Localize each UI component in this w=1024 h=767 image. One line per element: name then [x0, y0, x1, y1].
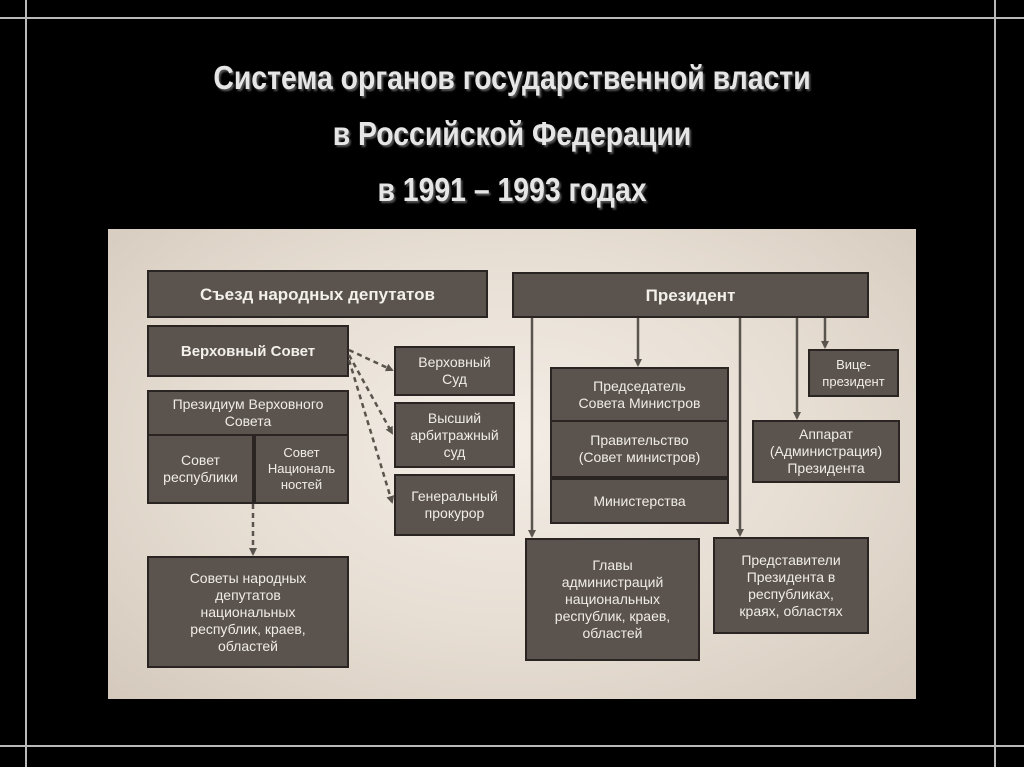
pm-box: Председатель Совета Министров — [550, 367, 729, 422]
representatives-box: Представители Президента в республиках, краях, областях — [713, 537, 869, 634]
government-box: Правительство (Совет министров) — [550, 420, 729, 478]
title-line-1: Система органов государственной власти — [213, 59, 811, 96]
local-soviets-box: Советы народных депутатов национальных республик, краев, областей — [147, 556, 349, 668]
frame-bottom-line — [0, 745, 1024, 747]
ministries-box: Министерства — [550, 478, 729, 524]
council-nationalities-box: Совет Националь ностей — [254, 434, 349, 504]
title-line-2: в Российской Федерации — [332, 115, 692, 152]
title-line-3: в 1991 – 1993 годах — [377, 171, 647, 208]
council-republic-box: Совет республики — [147, 434, 254, 504]
arbitration-court-box: Высший арбитражный суд — [394, 402, 515, 468]
slide-title — [72, 50, 953, 218]
heads-admin-box: Главы администраций национальных республик, краев, областей — [525, 538, 700, 661]
frame-top-line — [0, 17, 1024, 19]
congress-box: Съезд народных депутатов — [147, 270, 488, 318]
supreme-council-box: Верховный Совет — [147, 325, 349, 377]
presidium-box: Президиум Верховного Совета — [147, 390, 349, 436]
administration-box: Аппарат (Администрация) Президента — [752, 420, 900, 483]
prosecutor-box: Генеральный прокурор — [394, 474, 515, 536]
supreme-court-box: Верховный Суд — [394, 346, 515, 396]
frame-left-line — [25, 0, 27, 767]
frame-right-line — [994, 0, 996, 767]
vice-president-box: Вице- президент — [808, 349, 899, 397]
president-box: Президент — [512, 272, 869, 318]
